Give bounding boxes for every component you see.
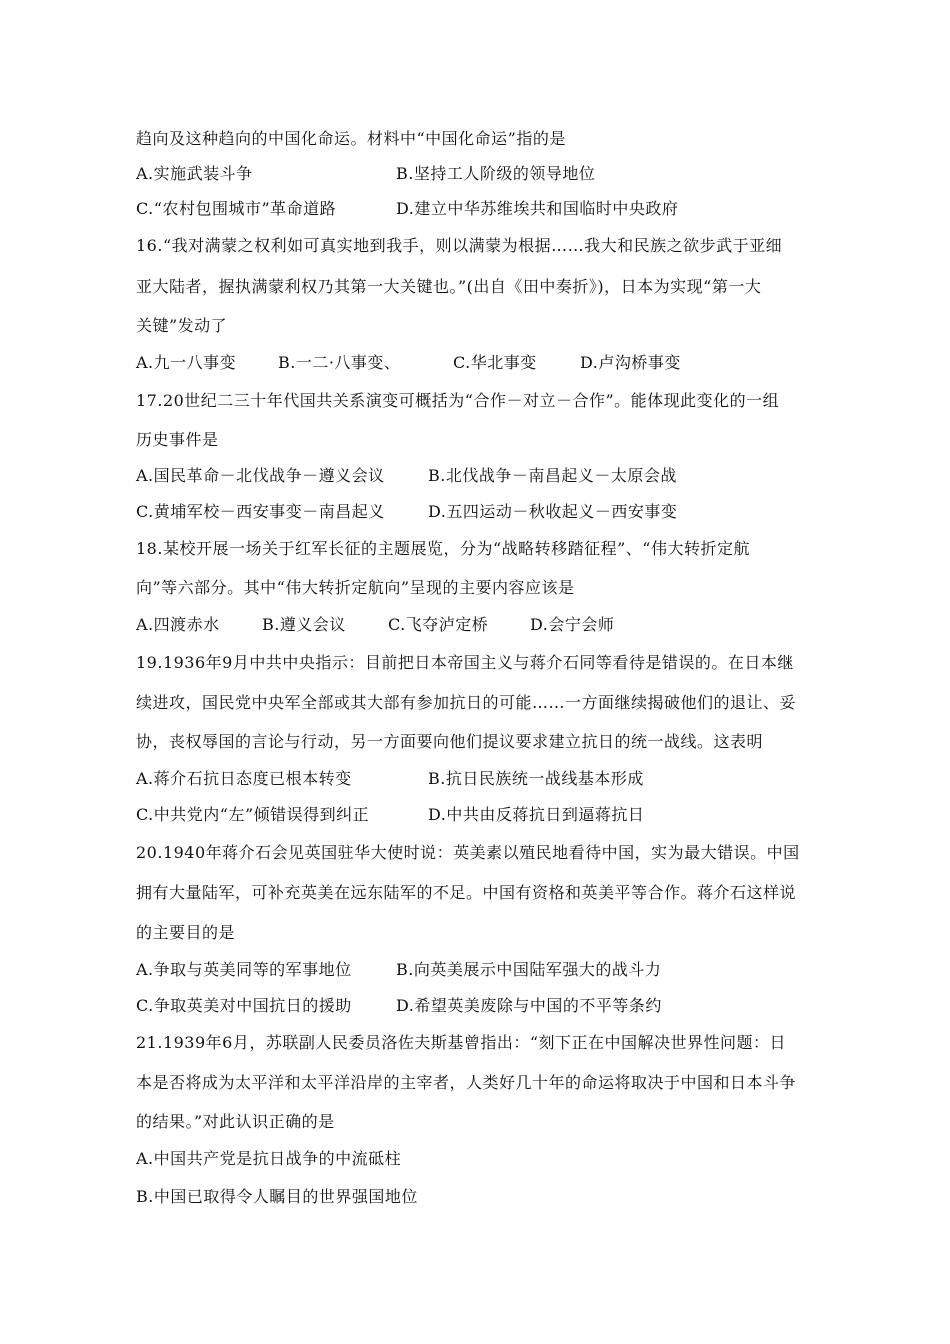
question-16-option-c: C.华北事变 (453, 353, 537, 372)
question-20-line-1: 20.1940年蒋介石会见英国驻华大使时说：英美素以殖民地看待中国，实为最大错误。中国 (136, 843, 800, 862)
question-17-option-c: C.黄埔军校－西安事变－南昌起义 (136, 502, 385, 521)
question-21-line-3: 的结果。”对此认识正确的是 (136, 1112, 335, 1131)
question-19-line-3: 协，丧权辱国的言论与行动，另一方面要向他们提议要求建立抗日的统一战线。这表明 (136, 732, 764, 751)
question-21-option-a: A.中国共产党是抗日战争的中流砥柱 (136, 1149, 402, 1168)
question-20-option-b: B.向英美展示中国陆军强大的战斗力 (396, 960, 662, 979)
question-16-line-3: 关键”发动了 (136, 316, 228, 335)
question-21-line-1: 21.1939年6月，苏联副人民委员洛佐夫斯基曾指出：“刻下正在中国解决世界性问题：日 (136, 1033, 787, 1052)
question-19-line-1: 19.1936年9月中共中央指示：目前把日本帝国主义与蒋介石同等看待是错误的。在日本继 (136, 653, 794, 672)
question-20-option-a: A.争取与英美同等的军事地位 (136, 960, 352, 979)
question-17-option-b: B.北伐战争－南昌起义－太原会战 (428, 466, 677, 485)
question-18-option-c: C.飞夺泸定桥 (388, 615, 489, 634)
question-21-line-2: 本是否将成为太平洋和太平洋沿岸的主宰者，人类好几十年的命运将取决于中国和日本斗争 (136, 1073, 797, 1092)
question-21-option-b: B.中国已取得令人瞩目的世界强国地位 (136, 1187, 418, 1206)
question-20-option-c: C.争取英美对中国抗日的援助 (136, 996, 352, 1015)
question-17-line-1: 17.20世纪二三十年代国共关系演变可概括为“合作－对立－合作”。能体现此变化的一组 (136, 391, 780, 410)
question-15-option-d: D.建立中华苏维埃共和国临时中央政府 (396, 199, 679, 218)
question-19-option-d: D.中共由反蒋抗日到逼蒋抗日 (428, 805, 645, 824)
question-20-line-3: 的主要目的是 (136, 923, 236, 942)
question-18-line-2: 向”等六部分。其中“伟大转折定航向”呈现的主要内容应该是 (136, 578, 575, 597)
question-16-line-2: 亚大陆者，握执满蒙利权乃其第一大关键也。”(出自《田中奏折》)，日本为实现“第一大 (136, 277, 762, 296)
question-15-option-b: B.坚持工人阶级的领导地位 (396, 164, 596, 183)
question-16-option-a: A.九一八事变 (136, 353, 237, 372)
question-19-option-b: B.抗日民族统一战线基本形成 (428, 769, 644, 788)
question-19-option-a: A.蒋介石抗日态度已根本转变 (136, 769, 352, 788)
question-17-line-2: 历史事件是 (136, 430, 219, 449)
question-15-text: 趋向及这种趋向的中国化命运。材料中“中国化命运”指的是 (136, 129, 566, 148)
question-20-line-2: 拥有大量陆军，可补充英美在远东陆军的不足。中国有资格和英美平等合作。蒋介石这样说 (136, 883, 797, 902)
question-20-option-d: D.希望英美废除与中国的不平等条约 (396, 996, 662, 1015)
question-16-option-d: D.卢沟桥事变 (580, 353, 681, 372)
question-19-line-2: 续进攻，国民党中央军全部或其大部有参加抗日的可能……一方面继续揭破他们的退让、妥 (136, 693, 797, 712)
question-17-option-a: A.国民革命－北伐战争－遵义会议 (136, 466, 385, 485)
question-15-option-a: A.实施武装斗争 (136, 164, 253, 183)
question-18-option-a: A.四渡赤水 (136, 615, 220, 634)
question-17-option-d: D.五四运动－秋收起义－西安事变 (428, 502, 678, 521)
question-15-option-c: C.“农村包围城市”革命道路 (136, 199, 337, 218)
question-18-option-d: D.会宁会师 (530, 615, 615, 634)
question-18-line-1: 18.某校开展一场关于红军长征的主题展览，分为“战略转移踏征程”、“伟大转折定航 (136, 539, 750, 558)
question-18-option-b: B.遵义会议 (262, 615, 346, 634)
question-19-option-c: C.中共党内“左”倾错误得到纠正 (136, 805, 370, 824)
question-16-option-b: B.一二·八事变、 (278, 353, 401, 372)
question-16-line-1: 16.“我对满蒙之权利如可真实地到我手，则以满蒙为根据……我大和民族之欲步武于亚细 (136, 236, 783, 255)
